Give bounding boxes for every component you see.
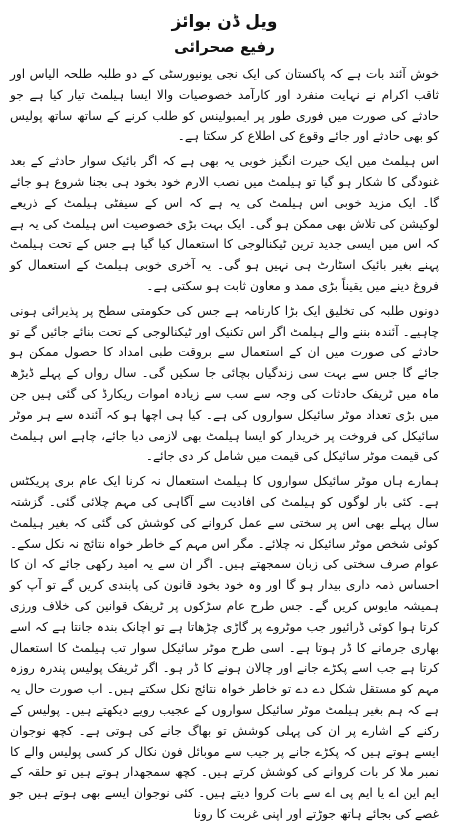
article-title: ویل ڈن بوائز — [171, 12, 278, 32]
article-paragraph-4: ہمارے ہاں موٹر سائیکل سواروں کا ہیلمٹ استعمال نہ کرنا ایک عام بری پریکٹس ہے۔ کئی بار لوگوں کو ہیلمٹ کی افادیت سے آگاہی کی مہم چلائی گئی۔ گزشتہ سال پہلے بھی اس پر سختی سے عمل کروانے کی کوشش کی گئی کہ بغیر ہیلمٹ کوئی شخص موٹر سائیکل نہ چلائے۔ مگر اس مہم کے خاطر خواہ نتائج نہ نکل سکے۔ عوام صرف سختی کی زبان سمجھتے ہیں۔ اگر ان سے یہ امید رکھی جائے کہ ان کا احساس ذمہ داری بیدار ہو گا اور وہ خود بخود قانون کی پابندی کریں گے تو آپ کو ہمیشہ مایوس کریں گے۔ جس طرح عام سڑکوں پر ٹریفک قوانین کی خلاف ورزی کرتا ہوا کوئی ڈرائیور جب موٹروے پر گاڑی چڑھاتا ہے تو اچانک بندہ جانتا ہے کہ اسے بھاری جرمانے کا ڈر ہوتا ہے۔ اسی طرح موٹر سائیکل سوار تب ہیلمٹ کا استعمال کرتا ہے جب اسے پکڑے جانے اور چالان ہونے کا ڈر ہو۔ اگر ٹریفک پولیس پندرہ روزہ مہم کو مستقل شکل دے دے تو خاطر خواہ نتائج نکل سکتے ہیں۔ اب صورت حال یہ ہے کہ ہم بغیر ہیلمٹ موٹر سائیکل سواروں کے عجیب رویے دیکھتے ہیں۔ پولیس کے رکنے کے اشارے پر ان کی پہلی کوشش تو بھاگ جانے کی ہوتی ہے۔ کچھ نوجوان ایسے ہوتے ہیں کہ پکڑے جانے پر جیب سے موبائل فون نکال کر کسی پولیس والے کا نمبر ملا کر بات کروانے کی کوشش کرتے ہیں۔ کچھ سمجھدار ہوتے ہیں تو حلقہ کے ایم این اے یا ایم پی اے سے بات کروا دیتے ہیں۔ کئی نوجوان ایسے بھی ہوتے ہیں جو غصے کی بجائے ہاتھ جوڑتے اور اپنی غربت کا رونا — [10, 474, 439, 821]
article-paragraph-1: خوش آئند بات ہے کہ پاکستان کی ایک نجی یونیورسٹی کے دو طلبہ طلحہ الیاس اور ثاقب اکرام نے نہایت منفرد اور کارآمد خصوصیات والا ایسا ہیلمٹ تیار کیا ہے جو حادثے کی صورت میں فوری طور پر ایمبولینس کو طلب کرنے کے ساتھ ساتھ پولیس کو بھی حادثے اور جائے وقوع کی اطلاع کر سکتا ہے۔ — [10, 67, 439, 144]
article-paragraph-2: اس ہیلمٹ میں ایک حیرت انگیز خوبی یہ بھی ہے کہ اگر بائیک سوار حادثے کے بعد غنودگی کا شکار ہو گیا تو ہیلمٹ میں نصب الارم خود بخود ہی بجنا شروع ہو جائے گا۔ ایک مزید خوبی اس ہیلمٹ کی یہ ہے کہ اس کے سیفٹی ہیلمٹ کے ذریعے لوکیشن کی تلاش بھی ممکن ہو گی۔ ایک بہت بڑی خصوصیت اس ہیلمٹ کی یہ ہے کہ اس میں ایسی جدید ترین ٹیکنالوجی کا استعمال کیا گیا ہے جس کے تحت ہیلمٹ پہنے بغیر بائیک اسٹارٹ ہی نہیں ہو گی۔ یہ آخری خوبی ہیلمٹ کے استعمال کو فروغ دینے میں یقیناً بڑی ممد و معاون ثابت ہو سکتی ہے۔ — [10, 154, 439, 293]
article-paragraph-3: دونوں طلبہ کی تخلیق ایک بڑا کارنامہ ہے جس کی حکومتی سطح پر پذیرائی ہونی چاہیے۔ آئندہ بننے والے ہیلمٹ اگر اس تکنیک اور ٹیکنالوجی کے تحت بنائے جائیں گے تو حادثے کی صورت میں ان کے استعمال سے بروقت طبی امداد کا حصول ممکن ہو جائے گا جس سے بہت سی زندگیاں بچائی جا سکیں گی۔ سال رواں کے پہلے ڈیڑھ ماہ میں ٹریفک حادثات کی وجہ سے سب سے زیادہ اموات ریکارڈ کی گئی ہیں جن میں بڑی تعداد موٹر سائیکل سواروں کی ہے۔ کیا ہی اچھا ہو کہ آئندہ سے ہر موٹر سائیکل کی فروخت پر خریدار کو ایسا ہیلمٹ بھی لازمی دیا جائے، چاہے اس ہیلمٹ کی قیمت موٹر سائیکل کی قیمت میں شامل کر دی جائے۔ — [10, 303, 439, 464]
article-author: رفیع صحرائی — [174, 38, 275, 56]
